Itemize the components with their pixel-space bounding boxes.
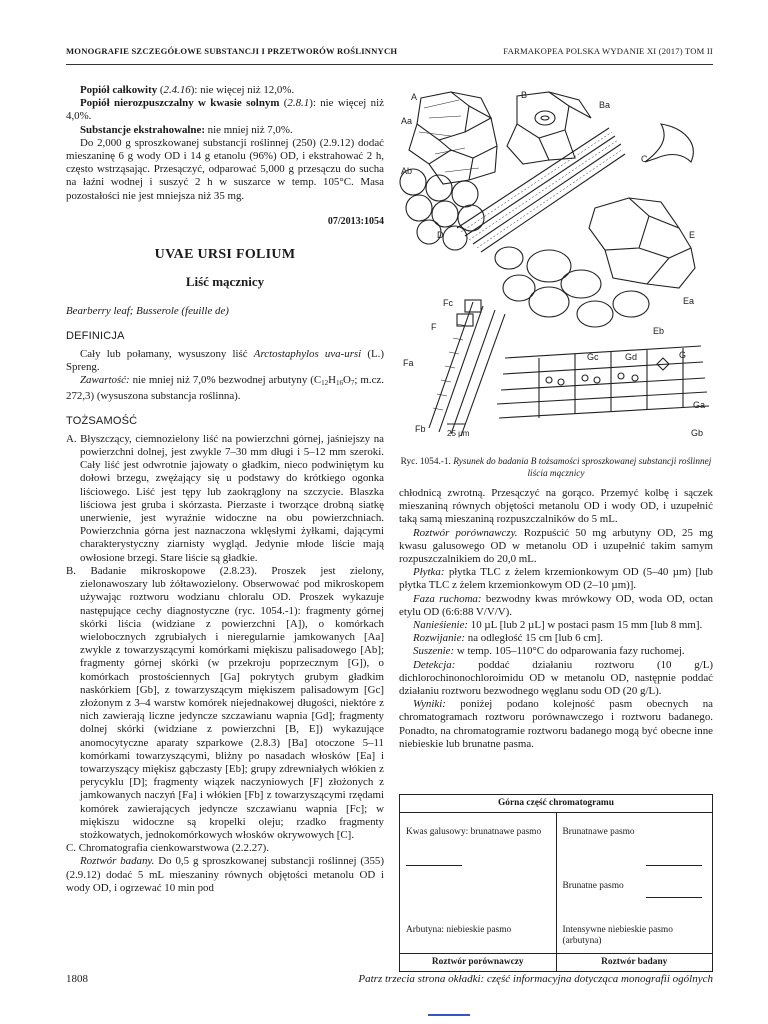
- ash-total: Popiół całkowity (2.4.16): nie więcej niż 12,0%.: [80, 84, 295, 96]
- definition-text: Cały lub połamany, wysuszony liść Arctostaphylos uva-ursi (L.) Spreng.: [66, 347, 384, 374]
- label-f: F: [431, 322, 437, 332]
- reflux-text: chłodnicą zwrotną. Przesączyć na gorąco. Przemyć kolbę i sączek mieszaniną równych objętości metanolu OD i wody OD, i uzupełnić taką samą mieszaniną rozpuszczalników do 5 mL.: [399, 487, 713, 526]
- label-fa: Fa: [403, 358, 414, 368]
- identity-c: C. Chromatografia cienkowarstwowa (2.2.27).: [66, 842, 269, 855]
- identity-heading: TOŻSAMOŚĆ: [66, 414, 138, 427]
- header-left: MONOGRAFIE SZCZEGÓŁOWE SUBSTANCJI I PRZETWORÓW ROŚLINNYCH: [66, 46, 398, 56]
- band-arbutin-test: Intensywne niebieskie pasmo (arbutyna): [562, 925, 673, 946]
- monograph-code: 07/2013:1054: [327, 215, 384, 227]
- label-e: E: [689, 230, 696, 240]
- reference-solution: Roztwór porównawczy. Rozpuścić 50 mg arbutyny OD, 25 mg kwasu galusowego OD w metanolu OD i uzupełnić takim samym rozpuszczalnikiem do 20,0 mL.: [399, 526, 714, 566]
- extract-procedure: Do 2,000 g sproszkowanej substancji roślinnej (250) (2.9.12) dodać mieszaninę 6 g wody OD i 14 g etanolu (96%) OD, i ekstrahować 2 h, często wstrząsając. Przesączyć, odparować 5,000 g przesączu do sucha na łaźni wodnej i suszyć 2 h w suszarce w temp. 105°C. Masa pozostałości nie jest mniejsza niż 35 mg.: [66, 136, 384, 202]
- label-c: C: [641, 154, 648, 164]
- application: Nanieśienie: 10 µL [lub 2 µL] w postaci pasm 15 mm [lub 8 mm].: [413, 619, 703, 632]
- footer-reference: Roztwór porównawczy: [400, 954, 557, 972]
- band-brownish: Brunatnawe pasmo: [562, 827, 635, 837]
- drying: Suszenie: w temp. 105–110°C do odparowania fazy ruchomej.: [413, 645, 685, 658]
- band-line: [646, 865, 702, 866]
- footer-note: Patrz trzecia strona okładki: część informacyjna dotycząca monografii ogólnych: [358, 973, 713, 985]
- ash-acid: Popiół nierozpuszczalny w kwasie solnym (2.8.1): nie więcej niż 4,0%.: [66, 97, 384, 123]
- label-g: G: [679, 350, 687, 360]
- label-fc: Fc: [443, 298, 453, 308]
- table-header: Górna część chromatogramu: [400, 795, 713, 813]
- label-gb: Gb: [691, 428, 704, 438]
- test-column: [556, 813, 713, 954]
- content-requirement: Zawartość: nie mniej niż 7,0% bezwodnej arbutyny ($C_{12}H_{16}O_7$; m.cz. 272,3) (wysuszona substancja roślinna).: [66, 374, 384, 403]
- right-column: [399, 487, 713, 751]
- mobile-phase: Faza ruchoma: bezwodny kwas mrówkowy OD, woda OD, octan etylu OD (6:6:88 V/V/V).: [399, 592, 713, 618]
- label-ga: Ga: [693, 400, 706, 410]
- label-d: D: [437, 230, 444, 240]
- left-column: [66, 84, 384, 895]
- monograph-title: UVAE URSI FOLIUM: [154, 247, 296, 263]
- monograph-alias: Bearberry leaf; Busserole (feuille de): [66, 305, 229, 318]
- label-eb: Eb: [653, 326, 665, 336]
- identity-a: A. Błyszczący, ciemnozielony liść na powierzchni górnej, jaśniejszy na powierzchni dolnej, jest zwykle 7–30 mm długi i 5–12 mm szeroki. Cały liść jest odwrotnie jajowaty o gładkim, nieco podwiniętym ku dołowi brzegu, zwężający się u podstawy do krótkiego ogonka liściowego. Liść jest tępy lub zaokrąglony na szczycie. Blaszka liściowa jest gruba i skórzasta. Pierzaste i tworzące drobną siatkę unerwienie, jest wyraźnie widoczne na obu powierzchniach. Powierzchnia górna jest naznaczona wklęsłymi żyłkami, dającymi charakterystyczny ziarnisty wygląd. Jedynie młode liście mają owłosione brzegi. Stare liście są gładkie.: [66, 432, 384, 564]
- figure-caption: Ryc. 1054.-1. Rysunek do badania B tożsamości sproszkowanej substancji roślinnej liścia mącznicy: [400, 457, 712, 479]
- detection: Detekcja: poddać działaniu roztworu (10 g/L) dichlorochinonochloroimidu OD w metanolu OD, następnie poddać działaniu roztworu bezwodnego węglanu sodu OD (20 g/L).: [399, 658, 713, 698]
- label-fb: Fb: [415, 424, 426, 434]
- label-ea: Ea: [683, 296, 695, 306]
- reference-column: [400, 813, 557, 954]
- band-gallic-acid: Kwas galusowy: brunatnawe pasmo: [406, 827, 542, 837]
- band-arbutin-ref: Arbutyna: niebieskie pasmo: [406, 925, 512, 935]
- results: Wyniki: poniżej podano kolejność pasm obecnych na chromatogramach roztworu porównawczego i roztworu badanego. Ponadto, na chromatogramie roztworu badanego mogą być obecne inne niebieskie lub brunatne pasma.: [399, 698, 713, 750]
- header-rule: [66, 64, 713, 65]
- extractables: Substancje ekstrahowalne: nie mniej niż 7,0%.: [80, 123, 293, 136]
- label-ba: Ba: [599, 100, 611, 110]
- band-brown: Brunatne pasmo: [562, 881, 624, 891]
- header-right: FARMAKOPEA POLSKA WYDANIE XI (2017) TOM II: [503, 46, 713, 56]
- scale-label: 25 μm: [447, 429, 470, 438]
- plate: Płytka: płytka TLC z żelem krzemionkowym OD (5–40 µm) [lub płytka TLC z żelem krzemionkowym OD (2–10 µm)].: [399, 566, 713, 592]
- page-marker: [428, 1014, 470, 1016]
- test-solution: Roztwór badany. Do 0,5 g sproszkowanej substancji roślinnej (355) (2.9.12) dodać 5 mL mieszaniny równych objętości metanolu OD i wody OD, i ogrzewać 10 min pod: [66, 855, 384, 894]
- footer-test: Roztwór badany: [556, 954, 713, 972]
- identity-b: B. Badanie mikroskopowe (2.8.23). Proszek jest zielony, zielonawoszary lub żółtawozielony. Obserwować pod mikroskopem używając roztworu wodzianu chloralu OD. Proszek wykazuje następujące cechy diagnostyczne (ryc. 1054.-1): fragmenty górnej skórki liścia (widziane z powierzchni [A]), o komórkach wielobocznych zgrubiałych i nieregularnie jamkowanych [Aa] zwykle z towarzyszącymi komórkami miękiszu palisadowego [Ab]; fragmenty górnej skórki (w przekroju poprzecznym [G]), o komórkach prostościennych [Ga] pokrytych grubym gładkim naskórkiem [Gb], z towarzyszącym miękiszem palisadowym [Gc] złożonym z 3–4 warstw komórek niejednakowej długości, niektóre z nich zawierają liczne jedyncze szczawianu wapnia [Gd]; fragmenty dolnej skórki (widziane z powierzchni [B, E]) wykazujące anomocytyczne aparaty szparkowe (2.8.3) [Ba] otoczone 5–11 komórkami towarzyszącymi, bliżny po nasadach włosków [Ea] i towarzyszący miękisz gąbczasty [Eb]; grupy zdrewniałych włókien z perycyklu [D]; fragmenty wiązek naczyniowych [F] złożonych z jamkowanych naczyń [Fa] i włókien [Fb] z towarzyszącymi rzędami komórek zawierających jedyncze szczawianu wapnia [Fc]; w miękiszu widoczne są kropelki oleju; rzadko fragmenty stożkowatych, jednokomórkowych włosków okrywowych [C].: [66, 564, 384, 841]
- label-gd: Gd: [625, 352, 638, 362]
- development: Rozwijanie: na odległość 15 cm [lub 6 cm].: [413, 632, 603, 645]
- microscopy-figure: [399, 88, 713, 440]
- running-header: [66, 46, 713, 60]
- chromatogram-table: [399, 794, 713, 972]
- label-aa: Aa: [401, 116, 413, 126]
- page-number: 1808: [66, 973, 88, 985]
- microscopy-drawing: [399, 88, 713, 440]
- band-line: [646, 897, 702, 898]
- label-b: B: [521, 90, 528, 100]
- band-line: [406, 865, 462, 866]
- label-gc: Gc: [587, 352, 599, 362]
- label-a: A: [411, 92, 418, 102]
- definition-heading: DEFINICJA: [66, 329, 125, 342]
- label-ab: Ab: [401, 166, 413, 176]
- monograph-subtitle: Liść mącznicy: [185, 274, 265, 290]
